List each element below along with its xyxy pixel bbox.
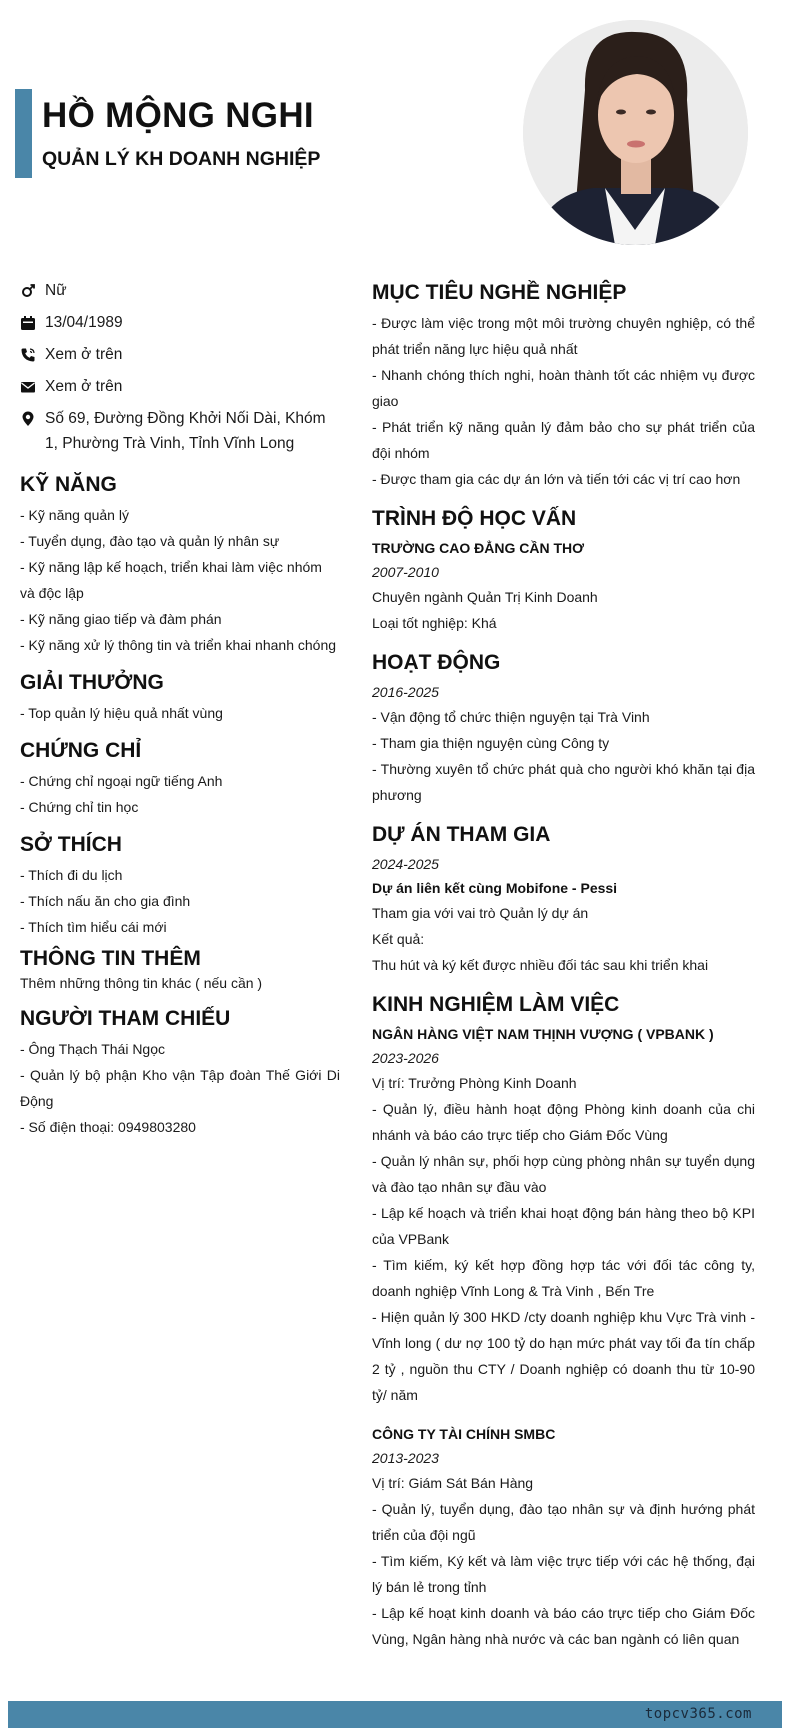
portrait-image (523, 20, 748, 245)
experience-job (372, 1422, 755, 1652)
left-column (20, 278, 340, 1140)
certificate-item: - Chứng chỉ ngoại ngữ tiếng Anh (20, 773, 223, 789)
job-company: NGÂN HÀNG VIỆT NAM THỊNH VƯỢNG ( VPBANK ) (372, 1026, 714, 1042)
hobbies-section (20, 832, 340, 940)
job-position: Vị trí: Trưởng Phòng Kinh Doanh (372, 1075, 577, 1091)
candidate-title: QUẢN LÝ KH DOANH NGHIỆP (42, 148, 321, 170)
skill-item: - Kỹ năng lập kế hoạch, triển khai làm việc nhóm và độc lập (20, 559, 322, 601)
contact-list (20, 278, 340, 456)
hobby-item: - Thích nấu ăn cho gia đình (20, 893, 191, 909)
activity-item: - Tham gia thiện nguyện cùng Công ty (372, 735, 610, 751)
footer-watermark: topcv365.com (644, 1706, 752, 1722)
certificate-item: - Chứng chỉ tin học (20, 799, 139, 815)
contact-phone (20, 342, 340, 367)
job-period: 2013-2023 (372, 1450, 439, 1466)
reference-item: - Số điện thoại: 0949803280 (20, 1119, 196, 1135)
job-duty: - Quản lý, điều hành hoạt động Phòng kinh doanh của chi nhánh và báo cáo trực tiếp cho Giám Đốc Vùng (372, 1101, 755, 1143)
references-title: NGƯỜI THAM CHIẾU (20, 1007, 231, 1030)
hobby-item: - Thích tìm hiểu cái mới (20, 919, 167, 935)
job-duty: - Quản lý, tuyển dụng, đào tạo nhân sự và định hướng phát triển của đội ngũ (372, 1501, 755, 1543)
education-period: 2007-2010 (372, 564, 439, 580)
project-result-label: Kết quả: (372, 931, 425, 947)
job-duty: - Lập kế hoạt kinh doanh và báo cáo trực tiếp cho Giám Đốc Vùng, Ngân hàng nhà nước và các ban ngành có liên quan (372, 1605, 755, 1647)
objective-section (372, 280, 755, 492)
skills-title: KỸ NĂNG (20, 473, 117, 496)
objective-item: - Được tham gia các dự án lớn và tiến tới các vị trí cao hơn (372, 471, 741, 487)
experience-title: KINH NGHIỆM LÀM VIỆC (372, 993, 620, 1016)
experience-job (372, 1022, 755, 1408)
contact-gender (20, 278, 340, 303)
objective-item: - Phát triển kỹ năng quản lý đảm bảo cho sự phát triển của đội nhóm (372, 419, 755, 461)
job-duty: - Hiện quản lý 300 HKD /cty doanh nghiệp khu Vực Trà vinh - Vĩnh long ( dư nợ 100 tỷ do hạn mức phát vay tối đa tín chấp 2 tỷ , nguồn thu CTY / Doanh nghiệp có doanh thu từ 10-90 tỷ/ năm (372, 1309, 755, 1403)
contact-address (20, 406, 340, 456)
contact-gender-text: Nữ (45, 282, 67, 299)
reference-item: - Quản lý bộ phận Kho vận Tập đoàn Thế Giới Di Động (20, 1067, 340, 1109)
extra-info-section (20, 946, 340, 994)
avatar (523, 20, 748, 245)
education-grade: Loại tốt nghiệp: Khá (372, 615, 497, 631)
projects-section (372, 822, 755, 978)
project-name: Dự án liên kết cùng Mobifone - Pessi (372, 880, 618, 896)
contact-birthday (20, 310, 340, 335)
envelope-icon (20, 374, 45, 399)
activity-item: - Vận động tổ chức thiện nguyện tại Trà Vinh (372, 709, 650, 725)
education-major: Chuyên ngành Quản Trị Kinh Doanh (372, 589, 598, 605)
award-item: - Top quản lý hiệu quả nhất vùng (20, 705, 223, 721)
awards-section (20, 670, 340, 726)
project-result: Thu hút và ký kết được nhiều đối tác sau khi triển khai (372, 957, 709, 973)
education-school: TRƯỜNG CAO ĐẲNG CẦN THƠ (372, 540, 585, 556)
right-column (372, 280, 755, 1652)
activities-section (372, 650, 755, 808)
skill-item: - Tuyển dụng, đào tạo và quản lý nhân sự (20, 533, 280, 549)
job-period: 2023-2026 (372, 1050, 439, 1066)
skill-item: - Kỹ năng quản lý (20, 507, 129, 523)
skills-section (20, 472, 340, 658)
reference-item: - Ông Thạch Thái Ngọc (20, 1041, 166, 1057)
calendar-icon (20, 310, 45, 335)
candidate-name: HỒ MỘNG NGHI (42, 96, 314, 135)
certificates-section (20, 738, 340, 820)
project-period: 2024-2025 (372, 856, 439, 872)
phone-icon (20, 342, 45, 367)
contact-address-text: Số 69, Đường Đồng Khởi Nối Dài, Khóm 1, Phường Trà Vinh, Tỉnh Vĩnh Long (45, 410, 326, 452)
map-pin-icon (20, 406, 45, 431)
activities-title: HOẠT ĐỘNG (372, 651, 501, 674)
objective-item: - Nhanh chóng thích nghi, hoàn thành tốt các nhiệm vụ được giao (372, 367, 755, 409)
extra-info-title: THÔNG TIN THÊM (20, 947, 201, 970)
job-company: CÔNG TY TÀI CHÍNH SMBC (372, 1426, 556, 1442)
header-accent-bar (15, 89, 32, 178)
projects-title: DỰ ÁN THAM GIA (372, 823, 551, 846)
contact-birthday-text: 13/04/1989 (45, 314, 123, 331)
education-section (372, 506, 755, 636)
job-duty: - Quản lý nhân sự, phối hợp cùng phòng nhân sự tuyển dụng và đào tạo nhân sự đầu vào (372, 1153, 755, 1195)
objective-title: MỤC TIÊU NGHỀ NGHIỆP (372, 281, 627, 304)
job-duty: - Tìm kiếm, ký kết hợp đồng hợp tác với đối tác công ty, doanh nghiệp Vĩnh Long & Trà Vinh , Bến Tre (372, 1257, 755, 1299)
contact-email (20, 374, 340, 399)
certificates-title: CHỨNG CHỈ (20, 739, 142, 762)
job-position: Vị trí: Giám Sát Bán Hàng (372, 1475, 534, 1491)
footer-bar (8, 1701, 782, 1728)
contact-email-text: Xem ở trên (45, 378, 123, 395)
experience-section (372, 992, 755, 1652)
contact-phone-text: Xem ở trên (45, 346, 123, 363)
objective-item: - Được làm việc trong một môi trường chuyên nghiệp, có thể phát triển năng lực hiệu quả nhất (372, 315, 755, 357)
activities-period: 2016-2025 (372, 684, 439, 700)
job-duty: - Tìm kiếm, Ký kết và làm việc trực tiếp với các hệ thống, đại lý bán lẻ trong tỉnh (372, 1553, 755, 1595)
gender-icon (20, 278, 45, 303)
education-title: TRÌNH ĐỘ HỌC VẤN (372, 507, 577, 530)
hobby-item: - Thích đi du lịch (20, 867, 123, 883)
skill-item: - Kỹ năng xử lý thông tin và triển khai nhanh chóng (20, 637, 337, 653)
activity-item: - Thường xuyên tổ chức phát quà cho người khó khăn tại địa phương (372, 761, 755, 803)
awards-title: GIẢI THƯỞNG (20, 671, 164, 694)
project-role: Tham gia với vai trò Quản lý dự án (372, 905, 589, 921)
hobbies-title: SỞ THÍCH (20, 833, 122, 856)
job-duty: - Lập kế hoạch và triển khai hoạt động bán hàng theo bộ KPI của VPBank (372, 1205, 755, 1247)
skill-item: - Kỹ năng giao tiếp và đàm phán (20, 611, 222, 627)
references-section (20, 1006, 340, 1140)
extra-info-text: Thêm những thông tin khác ( nếu cần ) (20, 975, 263, 991)
